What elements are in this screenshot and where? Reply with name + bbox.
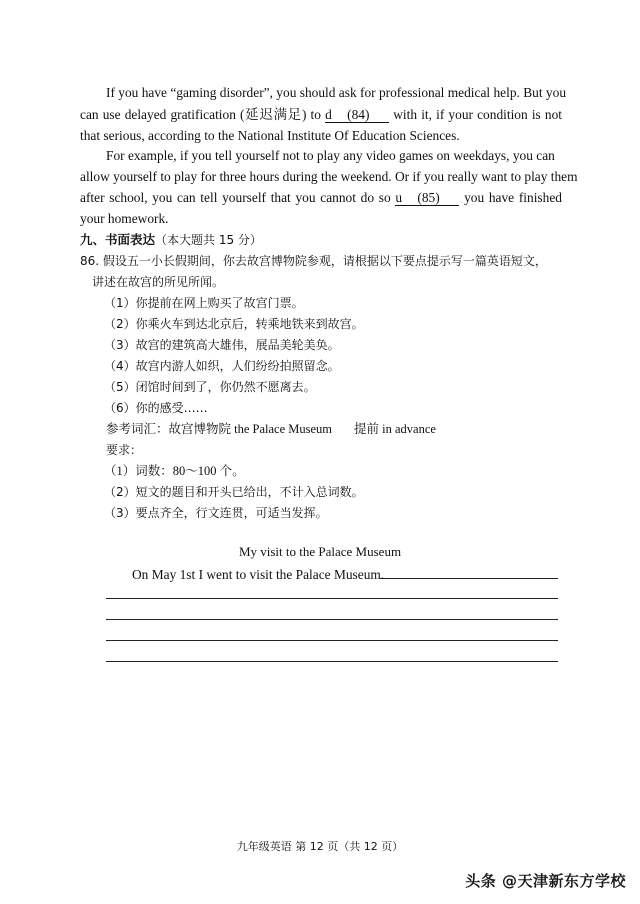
essay-title: My visit to the Palace Museum — [238, 544, 402, 559]
writing-line[interactable] — [380, 578, 558, 579]
question-point: （3）故宫的建筑高大雄伟，展品美轮美奂。 — [104, 338, 340, 352]
answer-blank-85[interactable] — [395, 190, 459, 206]
passage-text: can use delayed gratification (延迟满足) to — [80, 107, 321, 122]
question-prompt: 86. 假设五一小长假期间，你去故宫博物院参观，请根据以下要点提示写一篇英语短文， — [80, 254, 547, 268]
requirement-item: （3）要点齐全，行文连贯，可适当发挥。 — [104, 506, 328, 520]
passage-line: your homework. — [80, 211, 169, 226]
passage-line-with-blank — [80, 106, 562, 124]
blank-number: (85) — [417, 190, 440, 205]
passage-text: with it, if your condition is not — [393, 107, 562, 122]
blank-number: (84) — [347, 107, 370, 122]
vocab-in-advance: 提前 in advance — [354, 422, 436, 436]
question-point: （1）你提前在网上购买了故宫门票。 — [104, 296, 304, 310]
requirements-label: 要求： — [106, 443, 143, 457]
passage-line-with-blank — [80, 189, 562, 207]
passage-line: For example, if you tell yourself not to play any video games on weekdays, you can — [106, 148, 555, 163]
writing-line[interactable] — [106, 598, 558, 599]
writing-line[interactable] — [106, 619, 558, 620]
reference-vocab — [106, 420, 588, 438]
passage-line: allow yourself to play for three hours during the weekend. Or if you really want to play them — [80, 169, 578, 184]
blank-hint-letter: u — [395, 190, 403, 205]
passage-text: you have finished — [464, 190, 562, 205]
passage-line: that serious, according to the National Institute Of Education Sciences. — [80, 128, 460, 143]
requirement-item: （1）词数：80～100 个。 — [104, 464, 245, 478]
watermark: 头条 @天津新东方学校 — [465, 872, 626, 890]
essay-opening: On May 1st I went to visit the Palace Museum. — [132, 567, 385, 582]
page-footer: 九年级英语 第 12 页（共 12 页） — [236, 840, 404, 853]
blank-hint-letter: d — [325, 107, 332, 122]
section-title: 九、书面表达 — [80, 232, 156, 247]
answer-blank-84[interactable] — [325, 107, 389, 123]
question-point: （6）你的感受…… — [104, 401, 208, 415]
passage-line: If you have “gaming disorder”, you should ask for professional medical help. But you — [106, 85, 567, 100]
section-heading — [80, 231, 562, 249]
question-point: （5）闭馆时间到了，你仍然不愿离去。 — [104, 380, 316, 394]
requirement-item: （2）短文的题目和开头已给出，不计入总词数。 — [104, 485, 364, 499]
passage-text: after school, you can tell yourself that you cannot do so — [80, 190, 391, 205]
question-point: （4）故宫内游人如织，人们纷纷拍照留念。 — [104, 359, 340, 373]
question-prompt-cont: 讲述在故宫的所见所闻。 — [92, 275, 225, 289]
question-point: （2）你乘火车到达北京后，转乘地铁来到故宫。 — [104, 317, 364, 331]
section-score-note: （本大题共 15 分） — [155, 233, 262, 247]
writing-line[interactable] — [106, 661, 558, 662]
vocab-palace-museum: 参考词汇：故宫博物院 the Palace Museum — [106, 422, 333, 436]
writing-line[interactable] — [106, 640, 558, 641]
